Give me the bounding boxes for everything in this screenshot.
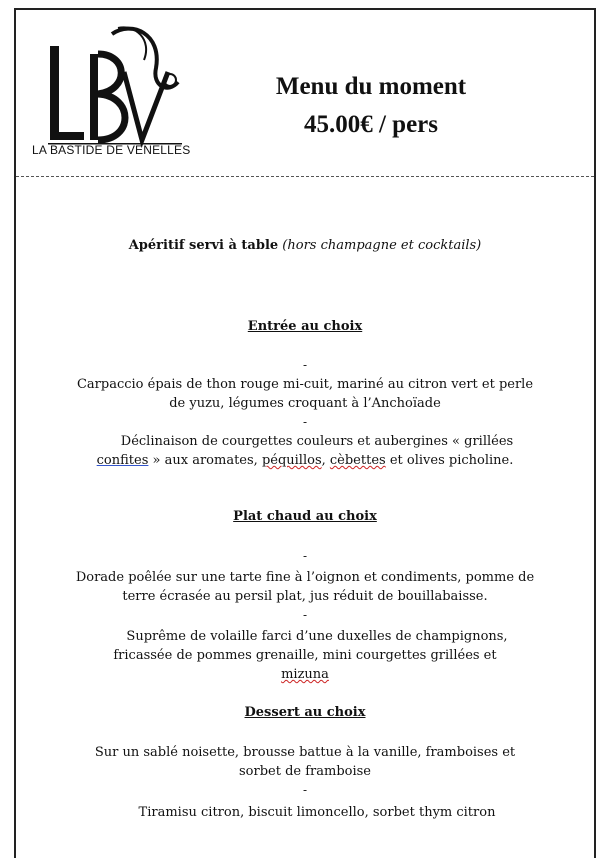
- section-title-dessert: Dessert au choix: [244, 705, 366, 720]
- section-title-entree: Entrée au choix: [247, 319, 363, 334]
- menu-title: Menu du moment: [275, 73, 467, 100]
- plat-option-1-line-1: Dorade poêlée sur une tarte fine à l’oignon et condiments, pomme de: [75, 570, 535, 585]
- text-segment: ,: [321, 453, 330, 468]
- dessert-separator: -: [302, 783, 308, 797]
- spellcheck-word: mizuna: [281, 667, 329, 682]
- dessert-option-1-line-1: Sur un sablé noisette, brousse battue à la vanille, framboises et: [94, 745, 516, 760]
- dessert-option-2-line-1: Tiramisu citron, biscuit limoncello, sorbet thym citron: [138, 805, 496, 820]
- menu-page: [14, 8, 596, 858]
- entree-option-1-line-2: de yuzu, légumes croquant à l’Anchoïade: [169, 396, 441, 411]
- text-segment: » aux aromates,: [148, 453, 262, 468]
- spellcheck-word: cèbettes: [329, 453, 386, 468]
- entree-separator: -: [302, 358, 308, 372]
- spellcheck-word: péquillos: [261, 453, 322, 468]
- plat-option-2-line-3: [16, 665, 594, 684]
- plat-option-1-line-2: terre écrasée au persil plat, jus réduit de bouillabaisse.: [122, 589, 488, 604]
- text-segment: et olives picholine.: [385, 453, 514, 468]
- plat-option-2-line-2: fricassée de pommes grenaille, mini courgettes grillées et: [113, 648, 497, 663]
- menu-price: 45.00€ / pers: [303, 111, 439, 138]
- header-divider: [16, 176, 594, 177]
- aperitif-line: [16, 236, 594, 255]
- plat-option-2-line-1: Suprême de volaille farci d’une duxelles de champignons,: [126, 629, 508, 644]
- aperitif-label: Apéritif servi à table: [128, 238, 279, 253]
- spellcheck-word: confites: [96, 453, 149, 468]
- dessert-option-1-line-2: sorbet de framboise: [238, 764, 371, 779]
- entree-separator: -: [302, 415, 308, 429]
- entree-option-2-line-1: Déclinaison de courgettes couleurs et aubergines « grillées: [120, 434, 514, 449]
- section-title-plat: Plat chaud au choix: [233, 509, 377, 524]
- plat-separator: -: [302, 608, 308, 622]
- plat-separator: -: [302, 549, 308, 563]
- logo-caption: LA BASTIDE DE VENELLES: [32, 143, 191, 157]
- entree-option-2-line-2: [16, 451, 594, 470]
- entree-option-1-line-1: Carpaccio épais de thon rouge mi-cuit, mariné au citron vert et perle: [76, 377, 534, 392]
- aperitif-note: (hors champagne et cocktails): [282, 238, 482, 253]
